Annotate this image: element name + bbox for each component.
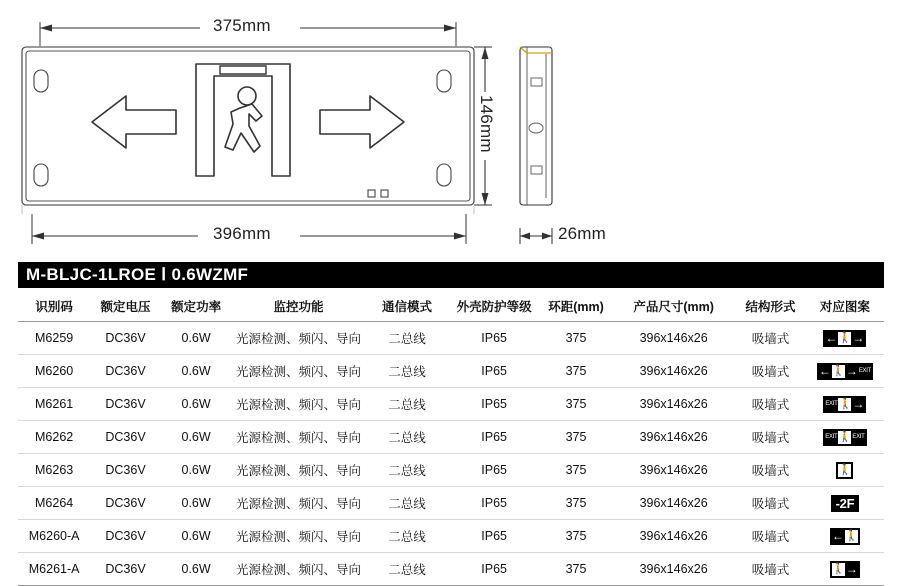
cell-distance: 375	[540, 421, 612, 454]
cell-comm: 二总线	[366, 454, 449, 487]
cell-power: 0.6W	[161, 520, 232, 553]
spec-table	[18, 292, 884, 586]
col-header-monitor: 监控功能	[231, 292, 365, 322]
cell-pictogram	[806, 553, 884, 586]
arrow-right-icon: →	[845, 364, 858, 378]
cell-id: M6260-A	[18, 520, 90, 553]
table-row	[18, 520, 884, 553]
arrow-right-icon: →	[852, 397, 865, 411]
table-row	[18, 421, 884, 454]
cell-monitor: 光源检测、频闪、导向	[231, 388, 365, 421]
running-man-icon: 🚶	[844, 529, 859, 542]
cell-size: 396x146x26	[612, 421, 735, 454]
cell-power: 0.6W	[161, 454, 232, 487]
cell-voltage: DC36V	[90, 421, 161, 454]
cell-monitor: 光源检测、频闪、导向	[231, 454, 365, 487]
cell-pictogram	[806, 520, 884, 553]
cell-id: M6261	[18, 388, 90, 421]
cell-size: 396x146x26	[612, 355, 735, 388]
col-header-distance: 环距(mm)	[540, 292, 612, 322]
cell-distance: 375	[540, 322, 612, 355]
running-man-icon: 🚶	[831, 562, 846, 575]
dimension-top-width: 375mm	[213, 16, 271, 35]
cell-power: 0.6W	[161, 487, 232, 520]
cell-structure: 吸墙式	[735, 355, 806, 388]
cell-voltage: DC36V	[90, 454, 161, 487]
cell-structure: 吸墙式	[735, 454, 806, 487]
cell-size: 396x146x26	[612, 520, 735, 553]
cell-distance: 375	[540, 487, 612, 520]
cell-id: M6260	[18, 355, 90, 388]
cell-voltage: DC36V	[90, 355, 161, 388]
cell-comm: 二总线	[366, 355, 449, 388]
cell-monitor: 光源检测、频闪、导向	[231, 355, 365, 388]
dimension-bottom-width: 396mm	[213, 224, 271, 243]
cell-monitor: 光源检测、频闪、导向	[231, 553, 365, 586]
running-man-icon: 🚶	[838, 430, 853, 443]
cell-voltage: DC36V	[90, 388, 161, 421]
exit-text-icon: EXIT	[825, 401, 838, 407]
product-drawing-svg	[0, 0, 901, 258]
model-title: M-BLJC-1LROE Ⅰ 0.6WZMF	[26, 265, 249, 284]
arrow-left-icon: ←	[825, 331, 838, 345]
pictogram-badge-left-run	[830, 528, 860, 545]
cell-ip: IP65	[448, 355, 540, 388]
cell-comm: 二总线	[366, 421, 449, 454]
cell-structure: 吸墙式	[735, 487, 806, 520]
col-header-size: 产品尺寸(mm)	[612, 292, 735, 322]
col-header-comm: 通信模式	[366, 292, 449, 322]
running-man-icon: 🚶	[838, 331, 853, 344]
cell-id: M6262	[18, 421, 90, 454]
cell-power: 0.6W	[161, 553, 232, 586]
col-header-pictogram: 对应图案	[806, 292, 884, 322]
cell-monitor: 光源检测、频闪、导向	[231, 421, 365, 454]
cell-structure: 吸墙式	[735, 421, 806, 454]
cell-structure: 吸墙式	[735, 520, 806, 553]
col-header-id: 识别码	[18, 292, 90, 322]
cell-power: 0.6W	[161, 388, 232, 421]
table-row	[18, 487, 884, 520]
exit-text-icon: EXIT	[852, 434, 865, 440]
cell-ip: IP65	[448, 322, 540, 355]
spec-table-wrap	[18, 292, 884, 586]
col-header-voltage: 额定电压	[90, 292, 161, 322]
cell-ip: IP65	[448, 553, 540, 586]
pictogram-badge-exit-run-exit	[823, 429, 866, 446]
arrow-left-icon: ←	[818, 364, 831, 378]
cell-pictogram	[806, 388, 884, 421]
cell-size: 396x146x26	[612, 322, 735, 355]
cell-size: 396x146x26	[612, 487, 735, 520]
pictogram-badge-exit-run-right	[823, 396, 866, 413]
cell-size: 396x146x26	[612, 553, 735, 586]
col-header-power: 额定功率	[161, 292, 232, 322]
cell-size: 396x146x26	[612, 454, 735, 487]
cell-distance: 375	[540, 454, 612, 487]
cell-monitor: 光源检测、频闪、导向	[231, 487, 365, 520]
cell-pictogram	[806, 454, 884, 487]
table-row	[18, 553, 884, 586]
cell-size: 396x146x26	[612, 388, 735, 421]
cell-comm: 二总线	[366, 388, 449, 421]
pictogram-badge-left-run-right-exit	[817, 363, 873, 380]
cell-pictogram	[806, 421, 884, 454]
arrow-right-icon: →	[852, 331, 865, 345]
running-man-icon: 🚶	[838, 463, 853, 476]
cell-pictogram	[806, 487, 884, 520]
cell-comm: 二总线	[366, 553, 449, 586]
col-header-structure: 结构形式	[735, 292, 806, 322]
dimension-height: 146mm	[477, 95, 496, 153]
table-row	[18, 322, 884, 355]
exit-text-icon: EXIT	[825, 434, 838, 440]
cell-structure: 吸墙式	[735, 388, 806, 421]
arrow-right-icon: →	[845, 562, 858, 576]
table-row	[18, 388, 884, 421]
cell-id: M6263	[18, 454, 90, 487]
cell-ip: IP65	[448, 487, 540, 520]
cell-pictogram	[806, 322, 884, 355]
cell-distance: 375	[540, 355, 612, 388]
cell-power: 0.6W	[161, 322, 232, 355]
cell-pictogram	[806, 355, 884, 388]
cell-voltage: DC36V	[90, 553, 161, 586]
cell-distance: 375	[540, 553, 612, 586]
pictogram-badge-floor-label	[831, 495, 860, 512]
cell-power: 0.6W	[161, 421, 232, 454]
cell-ip: IP65	[448, 421, 540, 454]
cell-comm: 二总线	[366, 520, 449, 553]
arrow-left-icon: ←	[831, 529, 844, 543]
spec-table-body	[18, 322, 884, 586]
cell-distance: 375	[540, 520, 612, 553]
product-drawing	[0, 0, 901, 258]
cell-comm: 二总线	[366, 487, 449, 520]
cell-id: M6259	[18, 322, 90, 355]
cell-id: M6261-A	[18, 553, 90, 586]
running-man-icon: 🚶	[838, 397, 853, 410]
exit-text-icon: EXIT	[858, 368, 871, 374]
cell-ip: IP65	[448, 388, 540, 421]
cell-voltage: DC36V	[90, 487, 161, 520]
cell-comm: 二总线	[366, 322, 449, 355]
col-header-ip: 外壳防护等级	[448, 292, 540, 322]
cell-ip: IP65	[448, 520, 540, 553]
cell-monitor: 光源检测、频闪、导向	[231, 520, 365, 553]
cell-voltage: DC36V	[90, 520, 161, 553]
pictogram-badge-left-run-right	[823, 330, 866, 347]
cell-structure: 吸墙式	[735, 553, 806, 586]
model-title-bar	[18, 262, 884, 288]
cell-id: M6264	[18, 487, 90, 520]
cell-ip: IP65	[448, 454, 540, 487]
cell-power: 0.6W	[161, 355, 232, 388]
table-row	[18, 355, 884, 388]
cell-monitor: 光源检测、频闪、导向	[231, 322, 365, 355]
pictogram-badge-run-only	[836, 462, 853, 479]
cell-voltage: DC36V	[90, 322, 161, 355]
pictogram-badge-run-right	[830, 561, 860, 578]
floor-label-text: -2F	[835, 495, 855, 511]
cell-distance: 375	[540, 388, 612, 421]
running-man-icon: 🚶	[831, 364, 846, 377]
table-header-row	[18, 292, 884, 322]
cell-structure: 吸墙式	[735, 322, 806, 355]
table-row	[18, 454, 884, 487]
dimension-side-depth: 26mm	[558, 224, 607, 243]
